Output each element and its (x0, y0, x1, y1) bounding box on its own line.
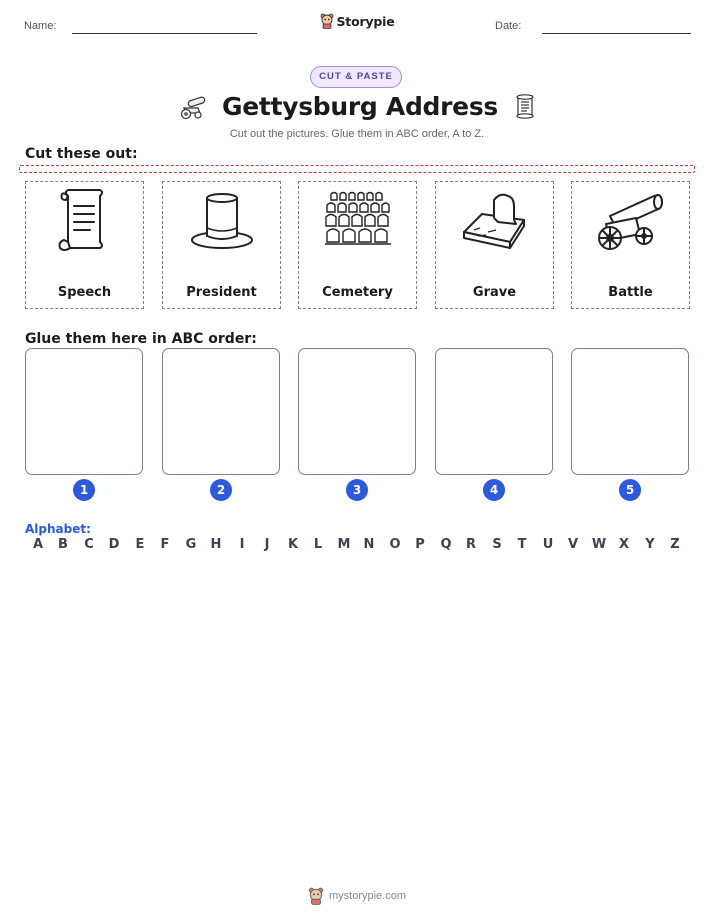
page-title: Gettysburg Address (222, 92, 498, 121)
alphabet-label: Alphabet: (25, 522, 91, 536)
alphabet-letter: D (108, 537, 120, 552)
glue-slot-1[interactable] (25, 348, 143, 475)
card-label: President (186, 285, 257, 300)
alphabet-letter: M (337, 537, 351, 552)
name-field[interactable] (72, 33, 257, 34)
card-label: Cemetery (322, 285, 393, 300)
glue-slot-5[interactable] (571, 348, 689, 475)
alphabet-letter: I (239, 537, 245, 552)
cut-paste-badge: CUT & PASTE (310, 66, 402, 88)
title-row (0, 92, 714, 121)
alphabet-letter: P (415, 537, 425, 552)
footer-url[interactable]: mystorypie.com (328, 890, 407, 902)
alphabet-letter: U (542, 537, 554, 552)
alphabet-letter: K (287, 537, 299, 552)
cut-card-battle[interactable] (571, 181, 690, 309)
top-hat-icon (187, 188, 257, 254)
brand-logo (0, 13, 714, 29)
date-field[interactable] (542, 33, 691, 34)
alphabet-letter: B (58, 537, 68, 552)
alphabet-letter: H (210, 537, 222, 552)
alphabet-letter: N (363, 537, 375, 552)
alphabet-letter: O (389, 537, 401, 552)
grave-icon (460, 188, 530, 254)
scroll-icon (512, 94, 536, 120)
cut-card-speech[interactable] (25, 181, 144, 309)
cannon-icon (596, 188, 666, 254)
storypie-mascot-icon (320, 13, 334, 29)
instructions: Cut out the pictures. Glue them in ABC order, A to Z. (229, 128, 485, 140)
slot-number-badge: 1 (73, 479, 95, 501)
glue-slot-2[interactable] (162, 348, 280, 475)
alphabet-letter: R (465, 537, 476, 552)
alphabet-letter: L (313, 537, 323, 552)
cemetery-icon (323, 188, 393, 254)
name-label: Name: (24, 20, 57, 32)
cut-section-heading: Cut these out: (25, 146, 138, 162)
slot-number-badge: 3 (346, 479, 368, 501)
alphabet-letter: W (591, 537, 607, 552)
slot-number-badge: 5 (619, 479, 641, 501)
alphabet-letter: V (567, 537, 579, 552)
storypie-mascot-icon (308, 887, 324, 905)
card-label: Battle (608, 285, 653, 300)
cut-line (19, 165, 695, 173)
brand-name: Storypie (336, 13, 395, 29)
alphabet-letter: Y (645, 537, 655, 552)
glue-slot-3[interactable] (298, 348, 416, 475)
glue-slot-4[interactable] (435, 348, 553, 475)
scroll-icon (50, 188, 120, 254)
date-label: Date: (495, 20, 522, 32)
cut-card-president[interactable] (162, 181, 281, 309)
slot-number-badge: 2 (210, 479, 232, 501)
alphabet-letter: Q (440, 537, 452, 552)
alphabet-letter: C (84, 537, 94, 552)
alphabet-letter: J (264, 537, 270, 552)
glue-section-heading: Glue them here in ABC order: (25, 331, 257, 347)
alphabet-letter: T (517, 537, 527, 552)
card-label: Speech (57, 285, 112, 300)
alphabet-letter: Z (670, 537, 680, 552)
cut-card-grave[interactable] (435, 181, 554, 309)
footer (0, 887, 714, 905)
alphabet-letter: F (160, 537, 170, 552)
card-label: Grave (472, 285, 517, 300)
alphabet-letter: G (185, 537, 197, 552)
cut-card-cemetery[interactable] (298, 181, 417, 309)
slot-number-badge: 4 (483, 479, 505, 501)
alphabet-letter: A (32, 537, 44, 552)
alphabet-letter: X (618, 537, 630, 552)
alphabet-letter: E (135, 537, 145, 552)
alphabet-letter: S (492, 537, 502, 552)
alphabet-row (25, 537, 689, 555)
cannon-icon (178, 94, 208, 120)
